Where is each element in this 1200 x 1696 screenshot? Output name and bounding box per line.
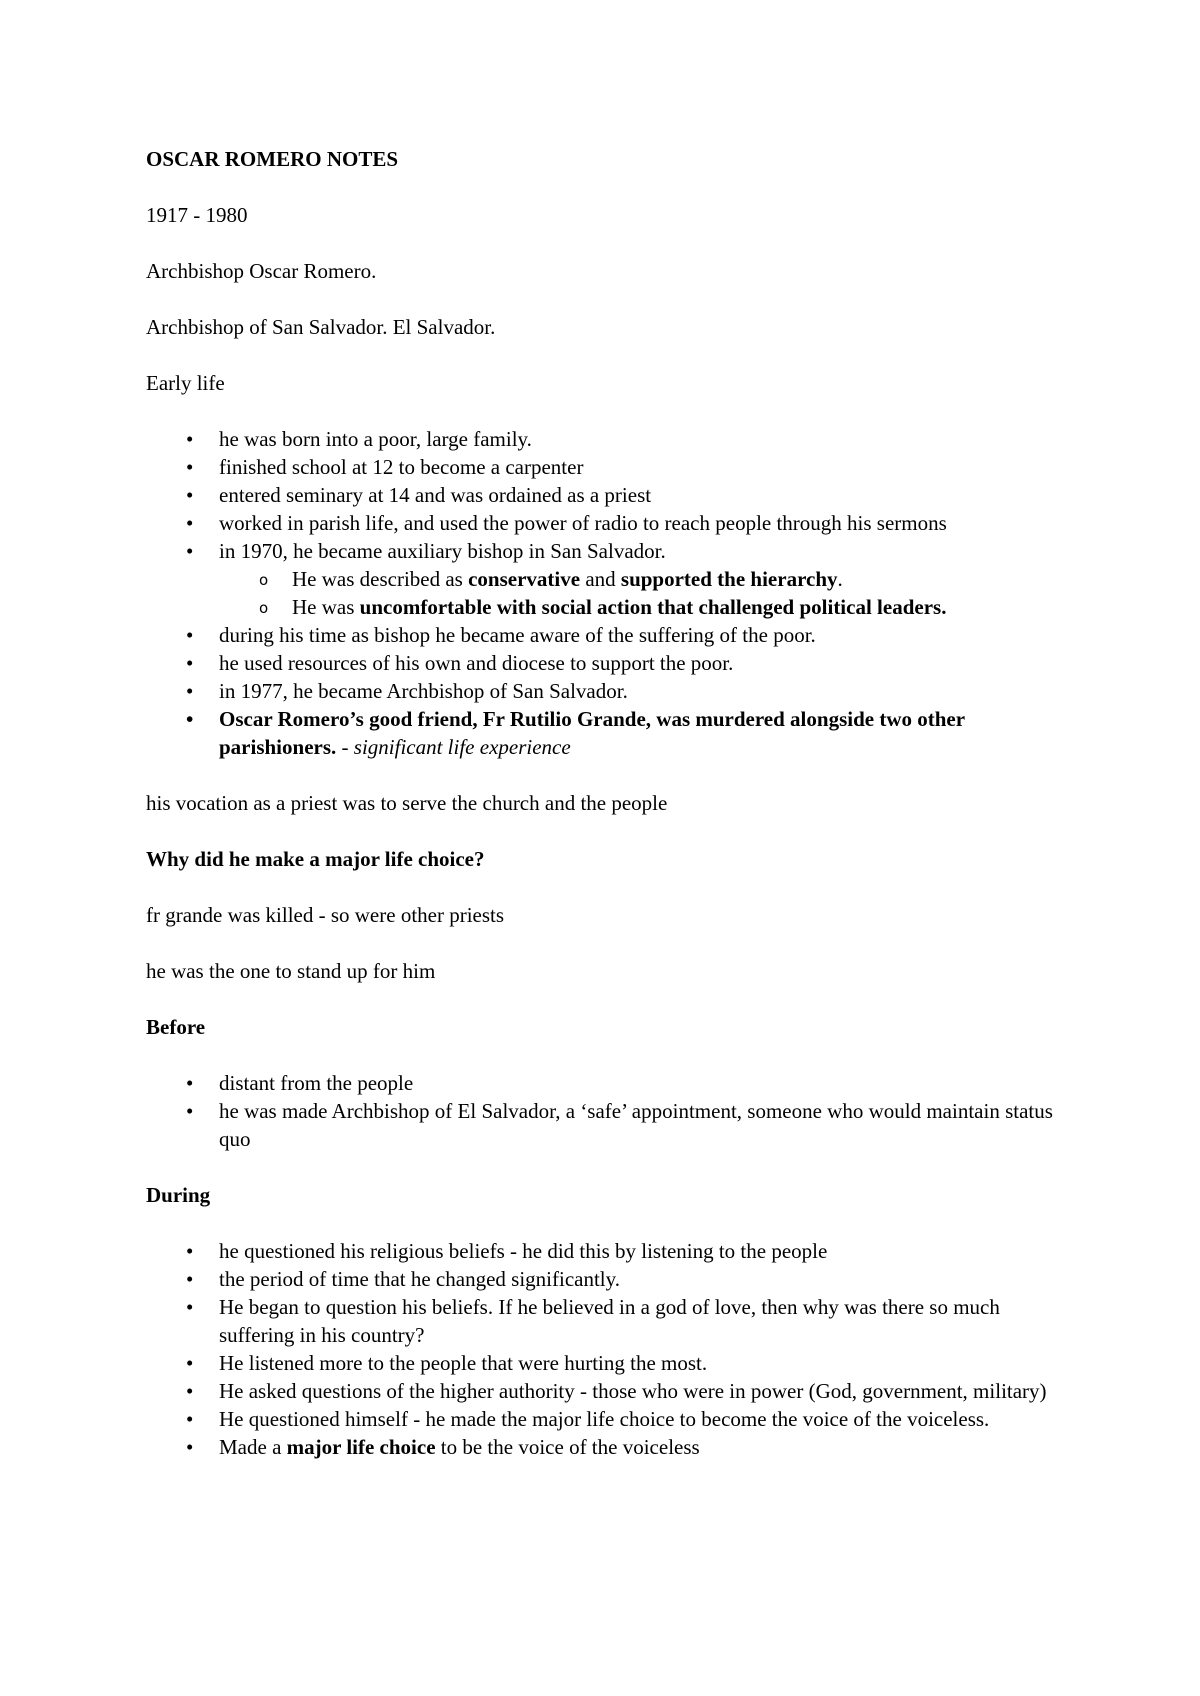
before-list	[146, 1069, 1066, 1153]
list-item-text: during his time as bishop he became aware of the suffering of the poor.	[219, 623, 816, 647]
bold-text-run: Oscar Romero’s good friend, Fr Rutilio Grande, was murdered alongside two other parishioners.	[219, 707, 965, 759]
list-item	[146, 1293, 1066, 1349]
sub-bullet-icon: o	[259, 599, 269, 617]
bullet-icon: •	[186, 1407, 194, 1431]
list-item-text: he used resources of his own and diocese to support the poor.	[219, 651, 734, 675]
bullet-icon: •	[186, 1239, 194, 1263]
list-item-text: distant from the people	[219, 1071, 414, 1095]
early-life-list	[146, 425, 1066, 761]
bullet-icon: •	[186, 1295, 194, 1319]
list-item-text: He began to question his beliefs. If he believed in a god of love, then why was there so much suffering in his country?	[219, 1295, 1000, 1347]
vocation-line: his vocation as a priest was to serve the church and the people	[146, 791, 668, 815]
bullet-icon: •	[186, 483, 194, 507]
list-item	[146, 537, 1066, 621]
list-item	[146, 481, 1066, 509]
text-run: -	[336, 735, 354, 759]
list-item-text: He listened more to the people that were hurting the most.	[219, 1351, 708, 1375]
list-item	[146, 1433, 1066, 1461]
text-run: He was described as	[292, 567, 469, 591]
bullet-icon: •	[186, 1071, 194, 1095]
bold-text-run: major life choice	[286, 1435, 436, 1459]
italic-text-run: significant life experience	[353, 735, 571, 759]
name-line: Archbishop Oscar Romero.	[146, 259, 377, 283]
bullet-icon: •	[186, 455, 194, 479]
bullet-icon: •	[186, 1099, 194, 1123]
document-page	[146, 145, 1066, 1489]
during-list	[146, 1237, 1066, 1461]
bold-text-run: supported the hierarchy	[620, 567, 838, 591]
bold-text-run: uncomfortable with social action that challenged political leaders.	[359, 595, 947, 619]
before-heading: Before	[146, 1015, 206, 1039]
bold-text-run: conservative	[468, 567, 581, 591]
list-item-text: the period of time that he changed significantly.	[219, 1267, 621, 1291]
list-item-text: He questioned himself - he made the major life choice to become the voice of the voiceless.	[219, 1407, 990, 1431]
bullet-icon: •	[186, 1435, 194, 1459]
list-item	[146, 649, 1066, 677]
bullet-icon: •	[186, 679, 194, 703]
list-item-text: worked in parish life, and used the power of radio to reach people through his sermons	[219, 511, 947, 535]
list-item	[146, 1097, 1066, 1153]
list-item-text: in 1977, he became Archbishop of San Salvador.	[219, 679, 628, 703]
sub-bullet-icon: o	[259, 571, 269, 589]
list-item-text: He asked questions of the higher authority - those who were in power (God, government, military)	[219, 1379, 1047, 1403]
text-run: and	[580, 567, 621, 591]
sub-list	[219, 565, 1066, 621]
bullet-icon: •	[186, 1351, 194, 1375]
document-title: OSCAR ROMERO NOTES	[146, 147, 399, 171]
list-item	[146, 453, 1066, 481]
list-item	[146, 1377, 1066, 1405]
bullet-icon: •	[186, 427, 194, 451]
bullet-icon: •	[186, 1379, 194, 1403]
list-item	[146, 677, 1066, 705]
role-line: Archbishop of San Salvador. El Salvador.	[146, 315, 496, 339]
why-line-1: fr grande was killed - so were other priests	[146, 903, 505, 927]
list-item	[146, 1405, 1066, 1433]
bullet-icon: •	[186, 511, 194, 535]
sub-list-item	[219, 565, 1066, 593]
list-item	[146, 1069, 1066, 1097]
list-item	[146, 425, 1066, 453]
life-dates: 1917 - 1980	[146, 203, 248, 227]
bullet-icon: •	[186, 1267, 194, 1291]
bullet-icon: •	[186, 707, 194, 731]
bullet-icon: •	[186, 623, 194, 647]
why-heading: Why did he make a major life choice?	[146, 847, 485, 871]
list-item	[146, 621, 1066, 649]
list-item-text: he was born into a poor, large family.	[219, 427, 532, 451]
list-item-text: he questioned his religious beliefs - he did this by listening to the people	[219, 1239, 828, 1263]
bullet-icon: •	[186, 651, 194, 675]
list-item-text: in 1970, he became auxiliary bishop in San Salvador.	[219, 539, 666, 563]
bullet-icon: •	[186, 539, 194, 563]
early-life-label: Early life	[146, 371, 225, 395]
list-item-text: he was made Archbishop of El Salvador, a ‘safe’ appointment, someone who would maintain status quo	[219, 1099, 1053, 1151]
text-run: .	[837, 567, 843, 591]
list-item-text: finished school at 12 to become a carpenter	[219, 455, 584, 479]
list-item-text: entered seminary at 14 and was ordained as a priest	[219, 483, 652, 507]
during-heading: During	[146, 1183, 211, 1207]
text-run: to be the voice of the voiceless	[435, 1435, 700, 1459]
text-run: He was	[292, 595, 360, 619]
list-item	[146, 509, 1066, 537]
list-item	[146, 1265, 1066, 1293]
sub-list-item	[219, 593, 1066, 621]
list-item	[146, 705, 1066, 761]
list-item	[146, 1237, 1066, 1265]
list-item	[146, 1349, 1066, 1377]
text-run: Made a	[219, 1435, 287, 1459]
why-line-2: he was the one to stand up for him	[146, 959, 436, 983]
